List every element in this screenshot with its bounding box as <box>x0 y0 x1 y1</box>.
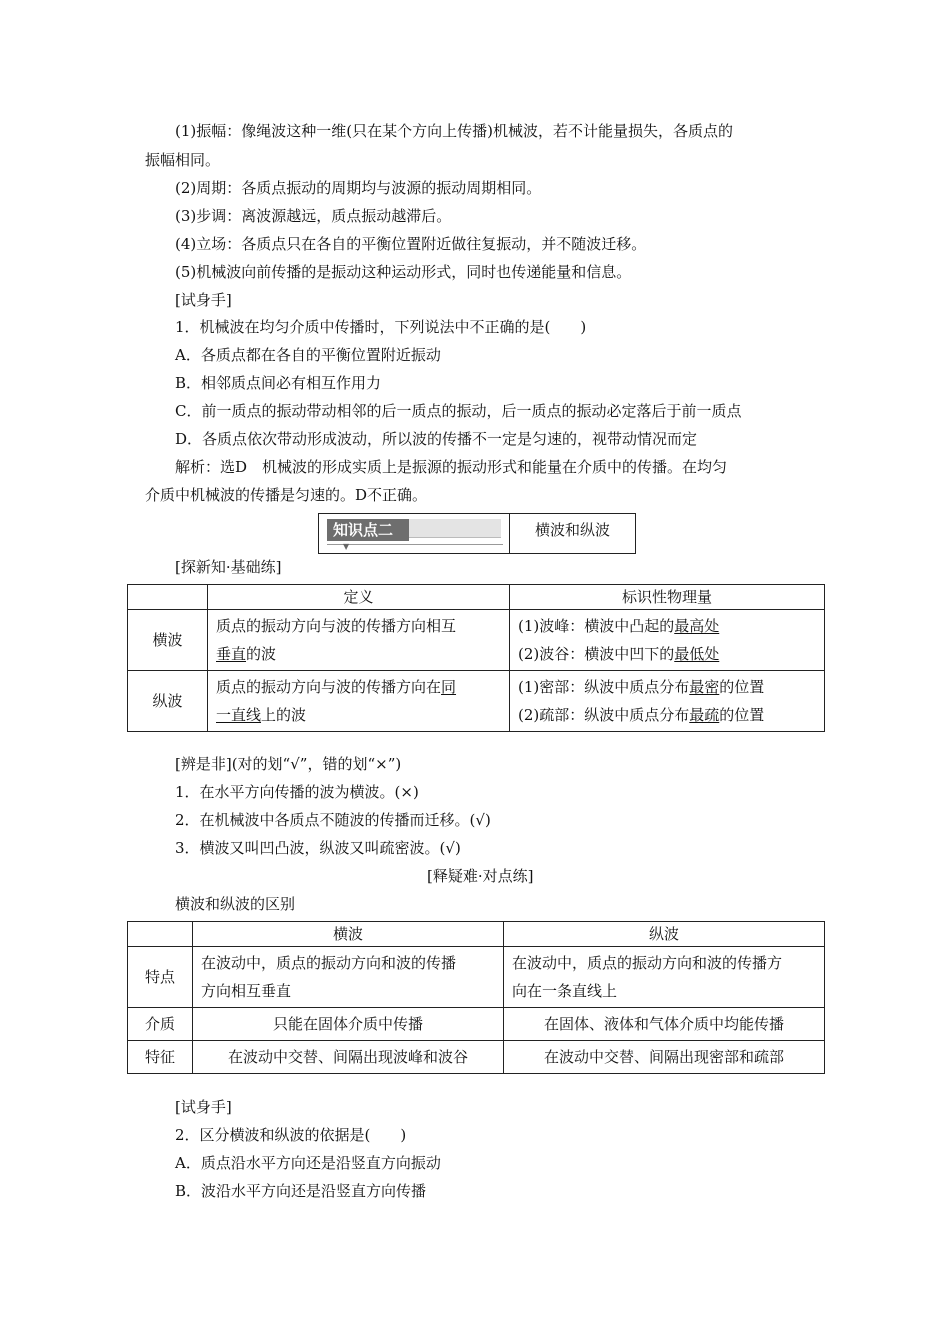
characteristic-transverse: 在波动中交替、间隔出现波峰和波谷 <box>193 1041 504 1074</box>
intro-paragraph-amplitude: (1)振幅：像绳波这种一维(只在某个方向上传播)机械波，若不计能量损失，各质点的 <box>175 122 733 140</box>
judge-heading: [辨是非](对的划“√”，错的划“×”) <box>175 755 402 773</box>
intro-paragraph-period: (2)周期：各质点振动的周期均与波源的振动周期相同。 <box>175 179 542 197</box>
caret-down-icon: ▼ <box>343 542 350 551</box>
def-longitudinal: 质点的振动方向与波的传播方向在同 一直线上的波 <box>208 671 510 732</box>
quantity-longitudinal: (1)密部：纵波中质点分布最密的位置 (2)疏部：纵波中质点分布最疏的位置 <box>510 671 825 732</box>
table-header-row <box>128 922 825 947</box>
medium-transverse: 只能在固体介质中传播 <box>193 1008 504 1041</box>
clarify-heading: [释疑难·对点练] <box>427 867 534 885</box>
knowledge-badge-area <box>319 514 509 553</box>
row-name-transverse: 横波 <box>128 610 208 671</box>
judge-item-1: 1．在水平方向传播的波为横波。(×) <box>175 783 419 801</box>
header-transverse: 横波 <box>193 922 504 947</box>
try-heading-1: [试身手] <box>175 291 232 309</box>
intro-paragraph-position: (4)立场：各质点只在各自的平衡位置附近做往复振动，并不随波迁移。 <box>175 235 647 253</box>
option-1d: D．各质点依次带动形成波动，所以波的传播不一定是匀速的，视带动情况而定 <box>175 430 698 448</box>
option-1a: A．各质点都在各自的平衡位置附近振动 <box>175 346 441 364</box>
medium-longitudinal: 在固体、液体和气体介质中均能传播 <box>504 1008 825 1041</box>
def-transverse: 质点的振动方向与波的传播方向相互 垂直的波 <box>208 610 510 671</box>
feature-longitudinal: 在波动中，质点的振动方向和波的传播方 向在一条直线上 <box>504 947 825 1008</box>
judge-item-3: 3．横波又叫凹凸波，纵波又叫疏密波。(√) <box>175 839 461 857</box>
intro-paragraph-step: (3)步调：离波源越远，质点振动越滞后。 <box>175 207 452 225</box>
row-name-longitudinal: 纵波 <box>128 671 208 732</box>
explore-heading: [探新知·基础练] <box>175 558 282 576</box>
table-row <box>128 947 825 1008</box>
table-row <box>128 671 825 732</box>
knowledge-point-box <box>318 513 636 554</box>
intro-paragraph-propagation: (5)机械波向前传播的是振动这种运动形式，同时也传递能量和信息。 <box>175 263 632 281</box>
header-definition: 定义 <box>208 585 510 610</box>
wave-comparison-table <box>127 921 825 1074</box>
option-1c: C．前一质点的振动带动相邻的后一质点的振动，后一质点的振动必定落后于前一质点 <box>175 402 742 420</box>
row-name-characteristic: 特征 <box>128 1041 193 1074</box>
knowledge-badge: 知识点二 <box>327 519 409 541</box>
table-row <box>128 610 825 671</box>
row-name-medium: 介质 <box>128 1008 193 1041</box>
table-row <box>128 1008 825 1041</box>
clarify-subtitle: 横波和纵波的区别 <box>175 895 296 913</box>
wave-definition-table <box>127 584 825 732</box>
badge-decoration <box>409 519 501 538</box>
question-2: 2．区分横波和纵波的依据是( ) <box>175 1126 407 1144</box>
intro-paragraph-amplitude-cont: 振幅相同。 <box>145 151 221 169</box>
table-header-row <box>128 585 825 610</box>
option-1b: B．相邻质点间必有相互作用力 <box>175 374 382 392</box>
knowledge-title: 横波和纵波 <box>534 521 610 539</box>
judge-item-2: 2．在机械波中各质点不随波的传播而迁移。(√) <box>175 811 491 829</box>
question-1: 1．机械波在均匀介质中传播时，下列说法中不正确的是( ) <box>175 318 587 336</box>
badge-underline <box>327 544 503 545</box>
feature-transverse: 在波动中，质点的振动方向和波的传播 方向相互垂直 <box>193 947 504 1008</box>
header-longitudinal: 纵波 <box>504 922 825 947</box>
try-heading-2: [试身手] <box>175 1098 232 1116</box>
option-2b: B．波沿水平方向还是沿竖直方向传播 <box>175 1182 427 1200</box>
row-name-feature: 特点 <box>128 947 193 1008</box>
option-2a: A．质点沿水平方向还是沿竖直方向振动 <box>175 1154 441 1172</box>
header-quantity: 标识性物理量 <box>510 585 825 610</box>
analysis-1: 解析：选D 机械波的形成实质上是振源的振动形式和能量在介质中的传播。在均匀 <box>175 458 728 476</box>
analysis-1-cont: 介质中机械波的传播是匀速的。D不正确。 <box>145 486 428 504</box>
quantity-transverse: (1)波峰：横波中凸起的最高处 (2)波谷：横波中凹下的最低处 <box>510 610 825 671</box>
table-row <box>128 1041 825 1074</box>
characteristic-longitudinal: 在波动中交替、间隔出现密部和疏部 <box>504 1041 825 1074</box>
